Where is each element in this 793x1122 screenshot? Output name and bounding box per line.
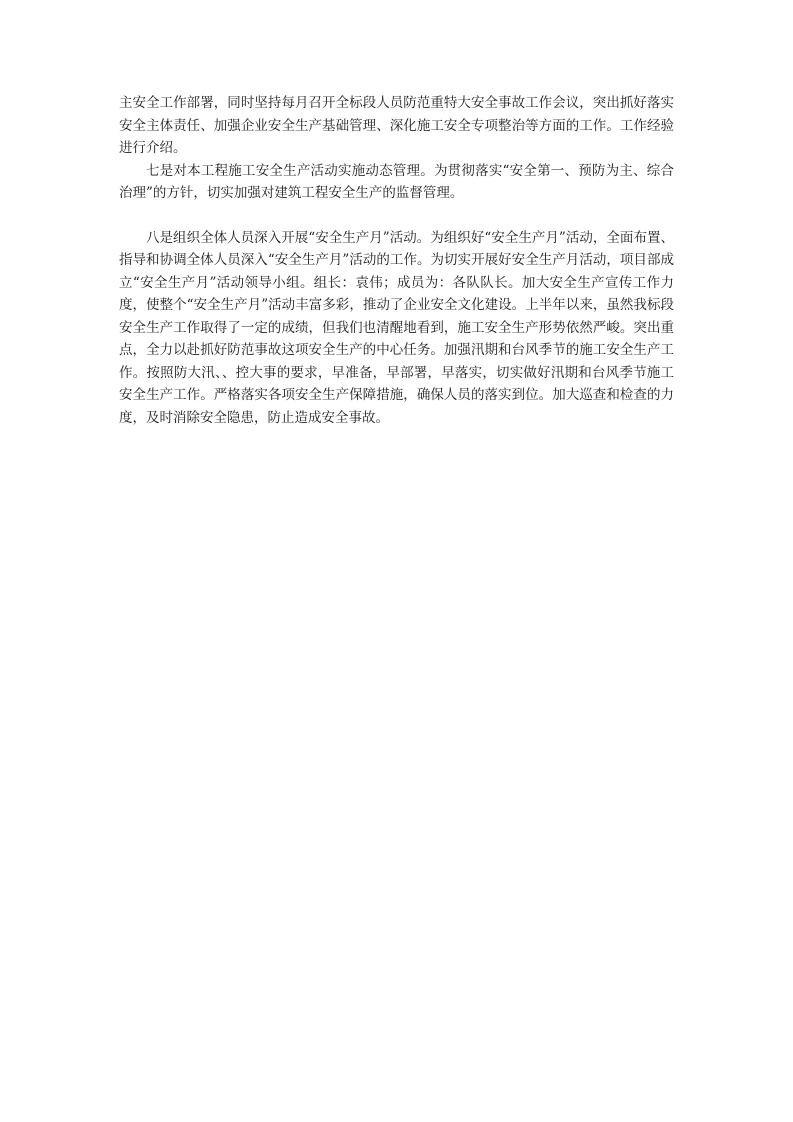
paragraph-item-seven: 七是对本工程施工安全生产活动实施动态管理。为贯彻落实“安全第一、预防为主、综合治理”的方针，切实加强对建筑工程安全生产的监督管理。 [119,162,674,201]
paragraph-spacer [119,205,674,227]
paragraph-item-eight: 八是组织全体人员深入开展“安全生产月”活动。为组织好“安全生产月”活动，全面布置、指导和协调全体人员深入“安全生产月”活动的工作。为切实开展好安全生产月活动，项目部成立“安全生产月”活动领导小组。组长：袁伟；成员为：各队队长。加大安全生产宣传工作力度，使整个“安全生产月”活动丰富多彩，推动了企业安全文化建设。上半年以来，虽然我标段安全生产工作取得了一定的成绩，但我们也清醒地看到，施工安全生产形势依然严峻。突出重点，全力以赴抓好防范事故这项安全生产的中心任务。加强汛期和台风季节的施工安全生产工作。按照防大汛、、控大事的要求，早准备，早部署，早落实，切实做好汛期和台风季节施工安全生产工作。严格落实各项安全生产保障措施，确保人员的落实到位。加大巡查和检查的力度，及时消除安全隐患，防止造成安全事故。 [119,229,674,426]
paragraph-continuation: 主安全工作部署，同时坚持每月召开全标段人员防范重特大安全事故工作会议，突出抓好落实安全主体责任、加强企业安全生产基础管理、深化施工安全专项整治等方面的工作。工作经验进行介绍。 [119,95,674,156]
document-body [119,92,674,429]
